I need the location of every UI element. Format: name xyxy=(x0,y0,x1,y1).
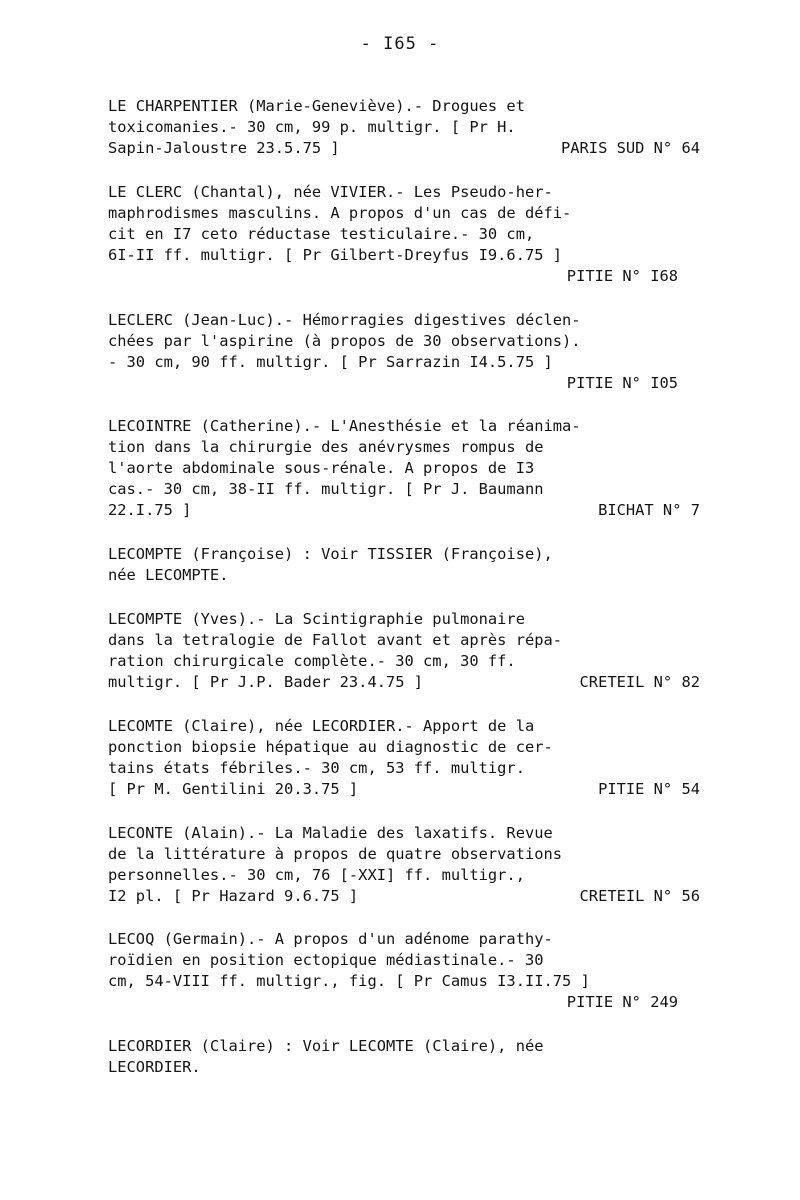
entry-last-line xyxy=(108,779,708,800)
entry-line: Sapin-Jaloustre 23.5.75 ] xyxy=(108,139,340,157)
entry-last-line xyxy=(108,672,708,693)
entry-line: de la littérature à propos de quatre observations xyxy=(108,844,563,863)
entry-line: LECOMPTE (Yves).- La Scintigraphie pulmonaire xyxy=(108,609,525,628)
entry-line: 22.I.75 ] xyxy=(108,501,192,520)
entry-line: LECONTE (Alain).- La Maladie des laxatifs. Revue xyxy=(108,823,553,842)
entry-location: PITIE N° 249 xyxy=(566,993,678,1012)
entry-line: LECOMPTE (Françoise) : Voir TISSIER (Françoise), xyxy=(108,545,553,564)
entry-location: BICHAT N° 7 xyxy=(598,501,700,520)
entry-line: LECOINTRE (Catherine).- L'Anesthésie et la réanima- xyxy=(108,417,581,436)
entry-lecompte-yves xyxy=(108,609,708,693)
entry-line: tion dans la chirurgie des anévrysmes rompus de xyxy=(108,438,544,457)
entry-line: LE CHARPENTIER (Marie-Geneviève).- Drogues et xyxy=(108,97,525,115)
entry-lecoq xyxy=(108,929,708,1013)
entry-line: [ Pr M. Gentilini 20.3.75 ] xyxy=(108,779,359,798)
entry-line: ponction biopsie hépatique au diagnostic de cer- xyxy=(108,737,553,756)
entry-le-charpentier xyxy=(108,96,708,159)
entry-last-line xyxy=(108,886,708,907)
entry-line: tains états fébriles.- 30 cm, 53 ff. multigr. xyxy=(108,758,525,777)
entry-line: LECOMTE (Claire), née LECORDIER.- Apport de la xyxy=(108,716,535,735)
entry-line: cm, 54-VIII ff. multigr., fig. [ Pr Camus I3.II.75 ] xyxy=(108,972,590,991)
entry-line: cas.- 30 cm, 38-II ff. multigr. [ Pr J. Baumann xyxy=(108,480,544,499)
entry-location: PITIE N° 54 xyxy=(598,779,700,798)
bibliography-entries xyxy=(108,96,708,1101)
entry-lecomte xyxy=(108,716,708,800)
entry-line: maphrodismes masculins. A propos d'un cas de défi- xyxy=(108,203,572,222)
entry-line: LECORDIER. xyxy=(108,1058,201,1077)
entry-last-line xyxy=(108,500,708,521)
entry-location: CRETEIL N° 82 xyxy=(579,672,700,691)
entry-lecointre xyxy=(108,416,708,521)
page-number: - I65 - xyxy=(360,34,440,54)
entry-line: 6I-II ff. multigr. [ Pr Gilbert-Dreyfus I9.6.75 ] xyxy=(108,245,563,264)
entry-le-clerc xyxy=(108,182,708,287)
entry-lecordier xyxy=(108,1036,708,1078)
entry-line: ration chirurgicale complète.- 30 cm, 30 ff. xyxy=(108,651,516,670)
entry-line: LE CLERC (Chantal), née VIVIER.- Les Pseudo-her- xyxy=(108,182,553,201)
entry-line: l'aorte abdominale sous-rénale. A propos de I3 xyxy=(108,459,535,478)
entry-line: - 30 cm, 90 ff. multigr. [ Pr Sarrazin I4.5.75 ] xyxy=(108,352,553,371)
entry-location: CRETEIL N° 56 xyxy=(579,886,700,905)
entry-line: dans la tetralogie de Fallot avant et après répa- xyxy=(108,630,563,649)
entry-line: toxicomanies.- 30 cm, 99 p. multigr. [ Pr H. xyxy=(108,118,516,136)
entry-line: I2 pl. [ Pr Hazard 9.6.75 ] xyxy=(108,886,359,905)
entry-line: cit en I7 ceto réductase testiculaire.- 30 cm, xyxy=(108,224,535,243)
entry-line: roïdien en position ectopique médiastinale.- 30 xyxy=(108,951,544,970)
entry-location: PARIS SUD N° 64 xyxy=(561,139,700,157)
entry-leclerc xyxy=(108,310,708,394)
entry-line: née LECOMPTE. xyxy=(108,566,229,585)
entry-leconte xyxy=(108,823,708,907)
entry-lecompte-francoise xyxy=(108,544,708,586)
entry-last-line xyxy=(108,138,708,159)
entry-line: LECOQ (Germain).- A propos d'un adénome parathy- xyxy=(108,930,553,949)
entry-line: LECORDIER (Claire) : Voir LECOMTE (Claire), née xyxy=(108,1037,544,1056)
entry-line: chées par l'aspirine (à propos de 30 observations). xyxy=(108,331,581,350)
entry-line: personnelles.- 30 cm, 76 [-XXI] ff. multigr., xyxy=(108,865,525,884)
entry-location: PITIE N° I05 xyxy=(566,373,678,392)
entry-location: PITIE N° I68 xyxy=(566,266,678,285)
entry-line: LECLERC (Jean-Luc).- Hémorragies digestives déclen- xyxy=(108,310,581,329)
entry-line: multigr. [ Pr J.P. Bader 23.4.75 ] xyxy=(108,672,424,691)
